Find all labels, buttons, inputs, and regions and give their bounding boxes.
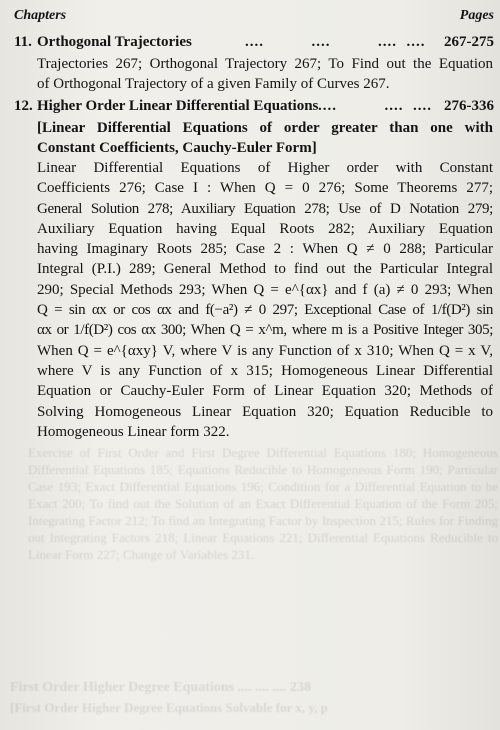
text-line: αx or 1/f(D²) cos αx 300; When Q = x^m, where m is a Positive Integer 305; (37, 322, 493, 339)
text-line: When Q = e^{αxy} V, where V is any Function of x 310; When Q = x V, (37, 342, 493, 359)
subtitle-line: [Linear Differential Equations of order greater than one with (37, 120, 493, 136)
text-line: Q = sin αx or cos αx and f(−a²) ≠ 0 297; Exceptional Case of 1/f(D²) sin (37, 302, 493, 319)
text-line: Linear Differential Equations of Higher order with Constant (37, 160, 493, 176)
chapters-heading: Chapters (14, 8, 67, 23)
text-line: having Imaginary Roots 285; Case 2 : When Q ≠ 0 288; Particular (37, 241, 493, 258)
entry-number: 12. (14, 98, 33, 114)
text-line: Trajectories 267; Orthogonal Trajectory 267; To Find out the Equation (37, 56, 493, 72)
text-line: of Orthogonal Trajectory of a given Family of Curves 267. (37, 76, 390, 92)
text-line: Homogeneous Linear form 322. (37, 423, 230, 440)
text-line: Auxiliary Equation having Equal Roots 282; Auxiliary Equation (37, 220, 493, 237)
reverse-page-bleed-heading: First Order Higher Degree Equations .... .... .... 238 (10, 680, 311, 695)
entry-pages: 276-336 (444, 98, 494, 114)
text-line: Integral (P.I.) 289; General Method to find out the Particular Integral (37, 261, 493, 278)
text-line: Solving Homogeneous Linear Equation 320; Equation Reducible to (37, 403, 493, 420)
pages-heading: Pages (459, 8, 494, 23)
entry-12-description (37, 158, 493, 442)
entry-number: 11. (14, 34, 32, 50)
leader-dots: .... .... .... (318, 98, 432, 114)
text-line: Coefficients 276; Case I : When Q = 0 276; Some Theorems 277; (37, 180, 493, 197)
entry-title: Higher Order Linear Differential Equations (37, 98, 319, 114)
text-line: Equation or Cauchy-Euler Form of Linear Equation 320; Methods of (37, 383, 493, 400)
entry-pages: 267-275 (444, 34, 494, 50)
text-line: where V is any Function of x 315; Homogeneous Linear Differential (37, 362, 493, 379)
entry-12-subtitle (37, 118, 493, 158)
leader-dots: .... .... .... .... (245, 34, 426, 50)
subtitle-line: Constant Coefficients, Cauchy-Euler Form] (37, 140, 317, 156)
reverse-page-bleed-subheading: [First Order Higher Degree Equations Solvable for x, y, p (10, 700, 328, 715)
text-line: General Solution 278; Auxiliary Equation 278; Use of D Notation 279; (37, 200, 493, 217)
reverse-page-bleed: Exercise of First Order and First Degree Differential Equations 180; Homogeneous Differential Equations 185; Equations Reducible to Homogeneous Form 190; Particular Case 193; Exact Differential Equations 196; Condition for a Differential Equation to be Exact 200; To find out the Solution of an Exact Differential Equation of the Form 205; Integrating Factor 212; To find an Integrating Factor by Inspection 215; Rules for Finding out Integrating Factors 218; Linear Equations 221; Differential Equations Reducible to Linear Form 227; Change of Variables 231. (28, 445, 498, 562)
entry-11-description (37, 54, 493, 94)
entry-11-title-row (0, 34, 500, 54)
text-line: 290; Special Methods 293; When Q = e^{αx} and f (a) ≠ 0 293; When (37, 281, 493, 298)
entry-12-title-row (0, 98, 500, 118)
entry-title: Orthogonal Trajectories (37, 34, 192, 50)
